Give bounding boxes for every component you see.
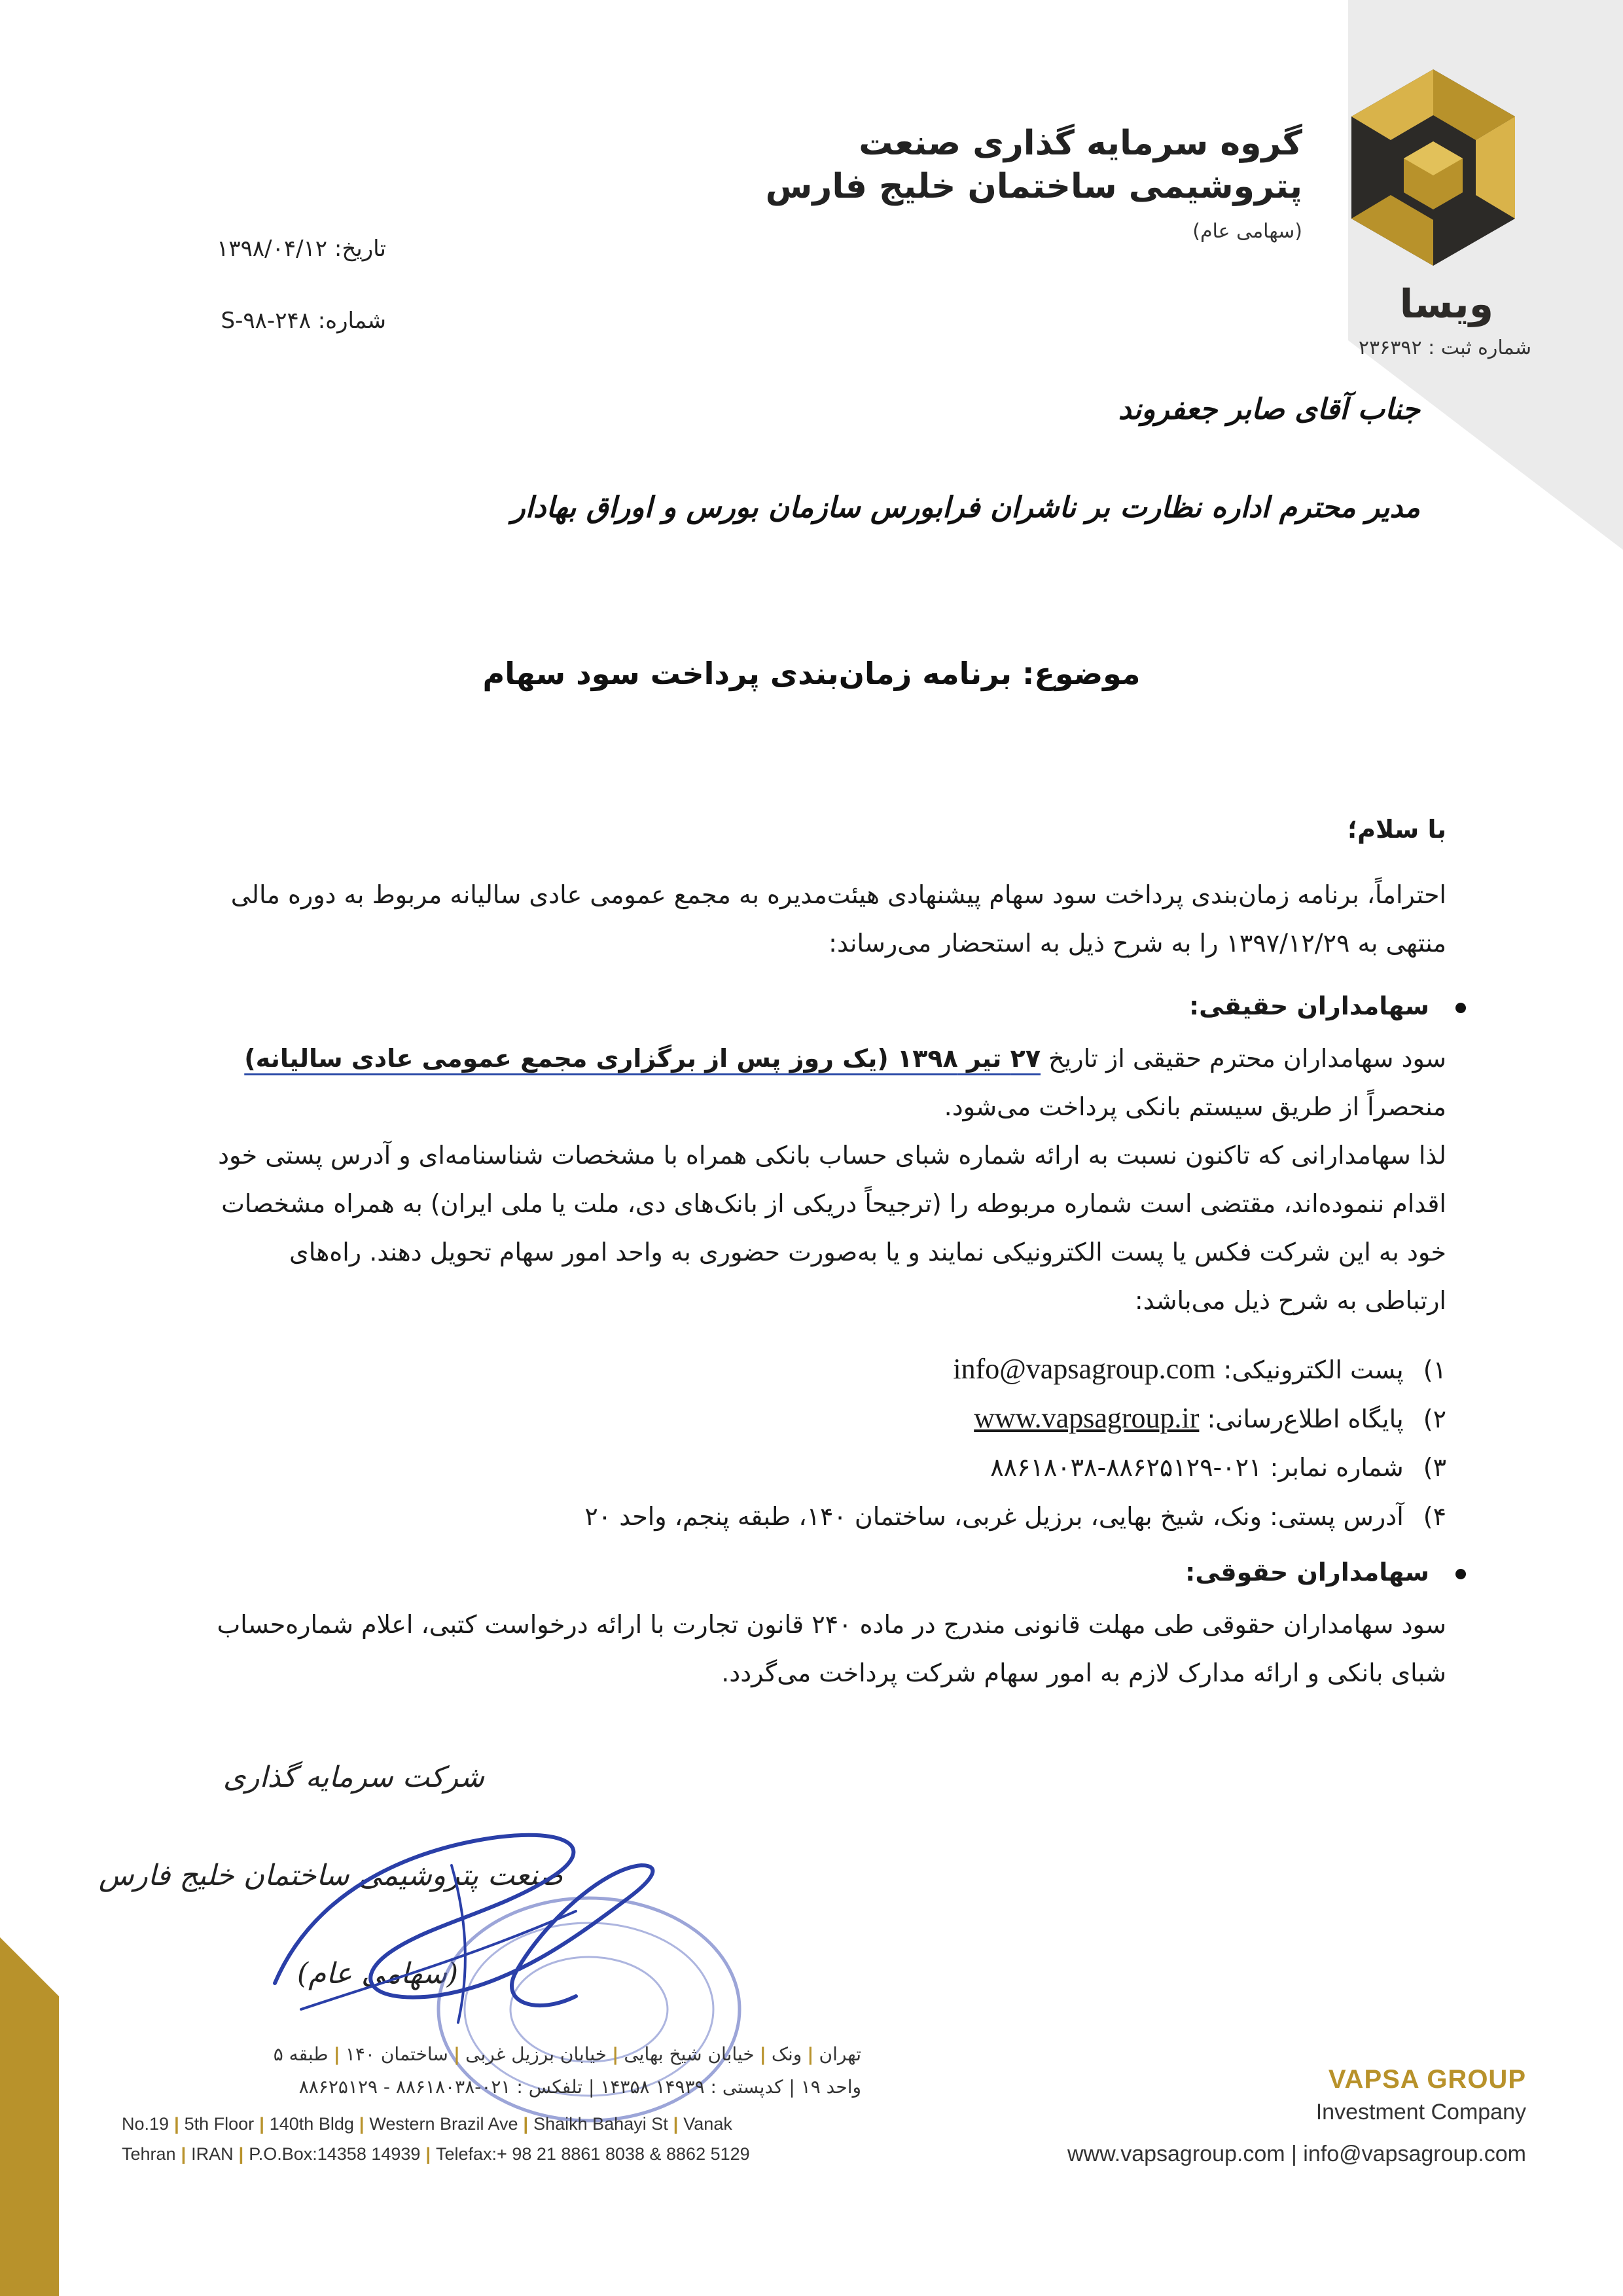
bullet-icon (1455, 1569, 1466, 1579)
contact-number: ۱) (1423, 1355, 1446, 1384)
letter-subject: موضوع: برنامه زمان‌بندی پرداخت سود سهام (482, 656, 1141, 691)
footer-en-part: IRAN (191, 2144, 234, 2164)
logo-wordmark: ویسا (1399, 281, 1493, 327)
footer-separator: | (523, 2114, 529, 2134)
postal-address: ونک، شیخ بهایی، برزیل غربی، ساختمان ۱۴۰، طبقه پنجم، واحد ۲۰ (584, 1502, 1262, 1531)
signature-company-line3: (سهامی عام) (296, 1957, 458, 1990)
footer-brand-subtitle: Investment Company (1315, 2100, 1526, 2125)
footer-separator: | (259, 2114, 264, 2134)
contact-label: پست الکترونیکی: (1223, 1355, 1404, 1384)
footer-fa-part: طبقه ۵ (273, 2043, 329, 2065)
email-link[interactable]: info@vapsagroup.com (953, 1353, 1216, 1385)
natural-line-5: خود به این شرکت فکس یا پست الکترونیکی نمایند و یا به‌صورت حضوری به واحد امور سهام تحویل دهند. راه‌های (289, 1238, 1446, 1266)
natural-line-6: ارتباطی به شرح ذیل می‌باشد: (1134, 1286, 1446, 1315)
footer-brand-name: VAPSA GROUP (1328, 2065, 1526, 2094)
footer-web-contacts[interactable]: www.vapsagroup.com | info@vapsagroup.com (1067, 2142, 1526, 2166)
company-name-line2: پتروشیمی ساختمان خلیج فارس (765, 167, 1302, 206)
footer-separator: | (673, 2114, 679, 2134)
natural-line-4: اقدام ننموده‌اند، مقتضی است شماره مربوطه را (ترجیحاً دریکی از بانک‌های دی، ملت یا ملی ایران) به همراه مشخصات (221, 1189, 1446, 1218)
natural-heading-text: سهامداران حقیقی: (1188, 992, 1429, 1020)
footer-address-fa-line2: واحد ۱۹ | کدپستی : ۱۴۹۳۹ ۱۴۳۵۸ | تلفکس : ۰۲۱-۸۸۶۱۸۰۳۸ - ۸۸۶۲۵۱۲۹ (298, 2076, 861, 2098)
letter-date: تاریخ: ۱۳۹۸/۰۴/۱۲ (217, 236, 386, 262)
intro-line-2: منتهی به ۱۳۹۷/۱۲/۲۹ را به شرح ذیل به استحضار می‌رساند: (829, 929, 1446, 958)
greeting: با سلام؛ (1347, 815, 1446, 844)
footer-separator: | (612, 2043, 619, 2065)
footer-separator: | (238, 2144, 244, 2164)
contact-address (144, 1492, 1446, 1541)
footer-separator: | (453, 2043, 461, 2065)
handwritten-signature-icon (236, 1787, 694, 2062)
footer-separator: | (333, 2043, 340, 2065)
addressee-title: مدیر محترم اداره نظارت بر ناشران فرابورس سازمان بورس و اوراق بهادار (511, 491, 1420, 524)
company-name (766, 122, 1302, 208)
footer-separator: | (807, 2043, 814, 2065)
legal-paragraph (144, 1600, 1446, 1697)
contact-fax (144, 1443, 1446, 1492)
contact-email (144, 1345, 1446, 1393)
payment-date-highlight: ۲۷ تیر ۱۳۹۸ (یک روز پس از برگزاری مجمع عمومی عادی سالیانه) (244, 1044, 1041, 1073)
vapsa-logo-icon (1342, 63, 1525, 272)
intro-paragraph (144, 870, 1446, 967)
registration-number: شماره ثبت : ۲۳۶۳۹۲ (1358, 336, 1531, 359)
footer-en-part: 140th Bldg (269, 2114, 354, 2134)
contact-label: آدرس پستی: (1270, 1502, 1404, 1531)
natural-shareholders-heading (164, 982, 1466, 1030)
signature-company-line2: صنعت پتروشیمی ساختمان خلیج فارس (98, 1859, 563, 1892)
bullet-icon (1455, 1003, 1466, 1013)
natural-line-1 (144, 1034, 1446, 1083)
contact-number: ۳) (1423, 1453, 1446, 1482)
signature-company-line1: شرکت سرمایه گذاری (223, 1761, 484, 1794)
footer-separator: | (425, 2144, 431, 2164)
legal-heading-text: سهامداران حقوقی: (1185, 1558, 1429, 1587)
footer-fa-part: خیابان شیخ بهایی (624, 2043, 755, 2065)
footer-fa-part: خیابان برزیل غربی (465, 2043, 607, 2065)
natural-line-3: لذا سهامدارانی که تاکنون نسبت به ارائه شماره شبای حساب بانکی همراه با مشخصات شناسنامه‌ای و آدرس پستی خود (218, 1141, 1446, 1170)
contact-label: شماره نمابر: (1270, 1453, 1404, 1482)
footer-en-part: Western Brazil Ave (369, 2114, 518, 2134)
legal-line-2: شبای بانکی و ارائه مدارک لازم به امور سهام شرکت پرداخت می‌گردد. (721, 1659, 1446, 1687)
footer-separator: | (174, 2114, 179, 2134)
company-type: (سهامی عام) (1192, 220, 1302, 243)
contact-number: ۴) (1423, 1502, 1446, 1531)
footer-gold-corner (0, 1937, 59, 2296)
natural-line-1-text: سود سهامداران محترم حقیقی از تاریخ (1048, 1044, 1446, 1073)
footer-fa-part: ساختمان ۱۴۰ (345, 2043, 448, 2065)
legal-shareholders-heading (164, 1548, 1466, 1596)
footer-en-part: Tehran (122, 2144, 176, 2164)
website-link[interactable]: www.vapsagroup.ir (974, 1402, 1200, 1434)
contact-website (144, 1394, 1446, 1443)
footer-address-fa-line1 (122, 2043, 861, 2065)
contact-label: پایگاه اطلاع‌رسانی: (1207, 1405, 1404, 1433)
company-name-line1: گروه سرمایه گذاری صنعت (859, 124, 1302, 163)
footer-en-part: No.19 (122, 2114, 169, 2134)
footer-separator: | (181, 2144, 187, 2164)
footer-en-part: Vanak (683, 2114, 732, 2134)
footer-en-part: Telefax:+ 98 21 8861 8038 & 8862 5129 (436, 2144, 750, 2164)
footer-en-part: P.O.Box:14358 14939 (249, 2144, 421, 2164)
footer-en-part: 5th Floor (184, 2114, 255, 2134)
contact-number: ۲) (1423, 1405, 1446, 1433)
footer-fa-part: تهران (819, 2043, 861, 2065)
footer-address-en-line2 (122, 2144, 750, 2164)
footer-separator: | (759, 2043, 766, 2065)
footer-address-en-line1 (122, 2114, 732, 2134)
footer-fa-part: ونک (771, 2043, 802, 2065)
fax-number: ۰۲۱-۸۸۶۲۵۱۲۹-۸۸۶۱۸۰۳۸ (990, 1453, 1262, 1482)
natural-paragraph (144, 1034, 1446, 1325)
footer-separator: | (359, 2114, 365, 2134)
addressee-name: جناب آقای صابر جعفروند (1118, 393, 1420, 426)
footer-en-part: Shaikh Bahayi St (533, 2114, 668, 2134)
natural-line-2: منحصراً از طریق سیستم بانکی پرداخت می‌شود. (944, 1092, 1446, 1121)
letter-number: شماره: ۲۴۸-S-۹۸ (221, 308, 386, 334)
intro-line-1: احتراماً، برنامه زمان‌بندی پرداخت سود سهام پیشنهادی هیئت‌مدیره به مجمع عمومی عادی سالیانه مربوط به دوره مالی (230, 880, 1446, 909)
legal-line-1: سود سهامداران حقوقی طی مهلت قانونی مندرج در ماده ۲۴۰ قانون تجارت با ارائه درخواست کتبی، اعلام شماره‌حساب (217, 1610, 1446, 1639)
